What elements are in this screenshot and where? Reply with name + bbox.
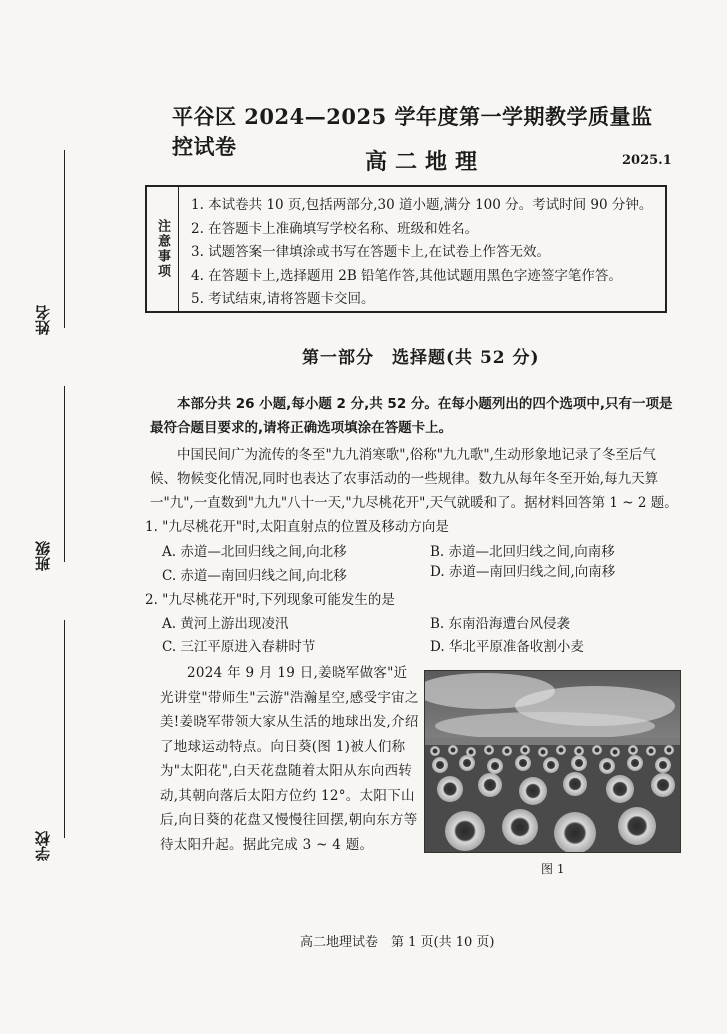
question-2-option-b: B. 东南沿海遭台风侵袭 [430, 616, 571, 632]
passage-sunflower: 2024 年 9 月 19 日,姜晓军做客"近光讲堂"带师生"云游"浩瀚星空,感受宇宙之美!姜晓军带领大家从生活的地球出发,介绍了地球运动特点。向日葵(图 1)被人们称为"太阳花",白天花盘随着太阳从东向西转动,其朝向落后太阳方位约 12°。太阳下山后,向日葵的花盘又慢慢往回摆,朝向东方等待太阳升起。据此完成 3 ~ 4 题。 [160, 665, 419, 853]
notice-item: 2. 在答题卡上准确填写学校名称、班级和姓名。 [191, 220, 479, 237]
question-1-option-c: C. 赤道—南回归线之间,向北移 [162, 568, 347, 584]
notice-item: 5. 考试结束,请将答题卡交回。 [191, 291, 375, 307]
subject-title: 高二地理 [365, 149, 486, 175]
notice-item: 4. 在答题卡上,选择题用 2B 铅笔作答,其他试题用黑色字迹签字笔作答。 [191, 267, 622, 284]
section-title: 第一部分 选择题(共 52 分) [302, 348, 540, 368]
question-1-option-a: A. 赤道—北回归线之间,向北移 [162, 544, 347, 560]
exam-title: 平谷区 2024—2025 学年度第一学期教学质量监控试卷 [172, 104, 653, 159]
figure-caption: 图 1 [541, 862, 565, 876]
question-1-stem: 1. "九尽桃花开"时,太阳直射点的位置及移动方向是 [145, 519, 449, 535]
notice-item: 3. 试题答案一律填涂或书写在答题卡上,在试卷上作答无效。 [191, 244, 550, 260]
question-1-option-b: B. 赤道—北回归线之间,向南移 [430, 544, 615, 560]
name-field-line [64, 150, 65, 328]
question-2-option-d: D. 华北平原准备收割小麦 [430, 639, 584, 655]
question-2-stem: 2. "九尽桃花开"时,下列现象可能发生的是 [145, 592, 395, 608]
page-footer: 高二地理试卷 第 1 页(共 10 页) [300, 935, 495, 950]
question-1-option-d: D. 赤道—南回归线之间,向南移 [430, 564, 616, 580]
exam-date: 2025.1 [622, 153, 672, 168]
school-field-line [64, 620, 65, 838]
section-instructions: 本部分共 26 小题,每小题 2 分,共 52 分。在每小题列出的四个选项中,只有一项是最符合题目要求的,请将正确选项填涂在答题卡上。 [150, 396, 673, 436]
notice-item: 1. 本试卷共 10 页,包括两部分,30 道小题,满分 100 分。考试时间 90 分钟。 [191, 197, 653, 213]
notice-heading [147, 187, 179, 311]
class-field-line [64, 386, 65, 562]
class-label: 班级 [34, 541, 52, 571]
notice-list [179, 187, 652, 311]
notice-heading-text: 注意事项 [155, 219, 170, 279]
passage-jiujiu: 中国民间广为流传的冬至"九九消寒歌",俗称"九九歌",生动形象地记录了冬至后气候、物候变化情况,同时也表达了农事活动的一些规律。数九从每年冬至开始,每九天算一"九",一直数到"九九"八十一天,"九尽桃花开",天气就暖和了。据材料回答第 1 ~ 2 题。 [150, 447, 678, 511]
question-2-option-c: C. 三江平原进入春耕时节 [162, 639, 316, 655]
question-2-option-a: A. 黄河上游出现凌汛 [162, 616, 289, 632]
sunflower-field-photo [424, 670, 681, 853]
name-label: 姓名 [34, 305, 52, 335]
notice-box [145, 185, 667, 313]
school-label: 学校 [34, 831, 52, 861]
